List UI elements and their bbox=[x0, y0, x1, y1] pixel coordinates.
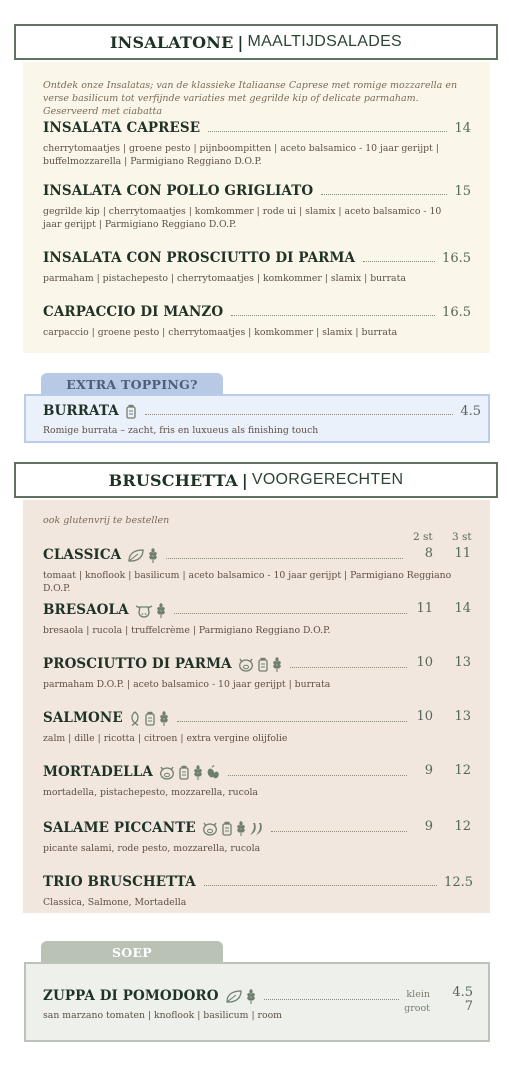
item-icons bbox=[127, 548, 158, 563]
cheese-icon bbox=[125, 404, 137, 419]
price-2-pieces: 11 bbox=[416, 601, 433, 616]
item-name: BURRATA bbox=[43, 403, 119, 419]
price-2-pieces: 8 bbox=[424, 546, 433, 561]
wheat-icon bbox=[159, 711, 169, 726]
insalatone-separator: | bbox=[237, 32, 244, 52]
item-name: PROSCIUTTO DI PARMA bbox=[43, 656, 232, 672]
item-price: 16.5 bbox=[442, 251, 471, 266]
price-2-pieces: 10 bbox=[416, 655, 433, 670]
item-name: INSALATA CAPRESE bbox=[43, 120, 201, 136]
price-3-pieces: 12 bbox=[454, 763, 471, 778]
menu-item-trio-bruschetta[interactable] bbox=[43, 872, 473, 890]
item-name: CLASSICA bbox=[43, 547, 122, 563]
item-icons bbox=[125, 404, 137, 419]
menu-item-bresaola[interactable] bbox=[43, 600, 407, 618]
item-description: Romige burrata – zacht, fris en luxueus als finishing touch bbox=[43, 425, 319, 436]
item-name: MORTADELLA bbox=[43, 764, 153, 780]
menu-item-insalata-caprese[interactable] bbox=[43, 118, 471, 136]
item-icons bbox=[225, 989, 256, 1004]
leaf-icon bbox=[225, 989, 243, 1004]
price-2-pieces: 9 bbox=[424, 763, 433, 778]
chili-icon bbox=[249, 821, 263, 836]
item-description: parmaham | pistachepesto | cherrytomaatjes | komkommer | slamix | burrata bbox=[43, 273, 406, 284]
item-icons bbox=[159, 765, 220, 780]
price-2-pieces: 9 bbox=[424, 819, 433, 834]
item-price: 12.5 bbox=[444, 875, 473, 890]
item-icons bbox=[202, 821, 263, 836]
leaf-icon bbox=[127, 548, 145, 563]
bruschetta-title: BRUSCHETTA bbox=[108, 470, 238, 490]
item-icons bbox=[135, 603, 166, 618]
item-name: INSALATA CON PROSCIUTTO DI PARMA bbox=[43, 250, 356, 266]
cheese-icon bbox=[144, 711, 156, 726]
wheat-icon bbox=[272, 657, 282, 672]
price-3-pieces: 12 bbox=[454, 819, 471, 834]
price-3-pieces: 13 bbox=[454, 655, 471, 670]
item-description: carpaccio | groene pesto | cherrytomaatjes | komkommer | slamix | burrata bbox=[43, 327, 398, 338]
dot-leader bbox=[204, 885, 437, 886]
menu-item-salmone[interactable] bbox=[43, 708, 407, 726]
wheat-icon bbox=[148, 548, 158, 563]
item-description: parmaham D.O.P. | aceto balsamico - 10 jaar gerijpt | burrata bbox=[43, 679, 331, 690]
price-small: 4.5 bbox=[452, 985, 473, 1000]
dot-leader bbox=[271, 831, 407, 832]
column-header-3-pieces: 3 st bbox=[452, 531, 472, 543]
dot-leader bbox=[145, 414, 453, 415]
item-name: ZUPPA DI POMODORO bbox=[43, 988, 219, 1004]
item-price: 15 bbox=[454, 184, 471, 199]
pig-icon bbox=[202, 821, 218, 836]
menu-item-carpaccio[interactable] bbox=[43, 302, 471, 320]
column-header-2-pieces: 2 st bbox=[413, 531, 433, 543]
menu-item-insalata-prosciutto[interactable] bbox=[43, 248, 471, 266]
menu-item-salame-piccante[interactable] bbox=[43, 818, 407, 836]
item-price: 4.5 bbox=[460, 404, 481, 419]
item-description: tomaat | knoflook | basilicum | aceto balsamico - 10 jaar gerijpt | Parmigiano Reggiano D.O.P. bbox=[43, 570, 452, 594]
cow-icon bbox=[135, 603, 153, 618]
item-name: SALAME PICCANTE bbox=[43, 820, 196, 836]
item-price: 14 bbox=[454, 121, 471, 136]
glutenfree-note: ook glutenvrij te bestellen bbox=[43, 515, 170, 526]
soep-tab: SOEP bbox=[41, 941, 223, 963]
nut-icon bbox=[206, 765, 220, 780]
insalatone-intro: Ontdek onze Insalatas; van de klassieke Italiaanse Caprese met romige mozzarella en verse basilicum tot verfijnde variaties met gegrilde kip of delicate parmaham. Geserveerd met ciabatta bbox=[43, 80, 458, 117]
pig-icon bbox=[159, 765, 175, 780]
wheat-icon bbox=[156, 603, 166, 618]
cheese-icon bbox=[221, 821, 233, 836]
wheat-icon bbox=[193, 765, 203, 780]
menu-item-mortadella[interactable] bbox=[43, 762, 407, 780]
price-3-pieces: 13 bbox=[454, 709, 471, 724]
item-description: mortadella, pistachepesto, mozzarella, rucola bbox=[43, 787, 258, 798]
price-3-pieces: 11 bbox=[454, 546, 471, 561]
wheat-icon bbox=[246, 989, 256, 1004]
dot-leader bbox=[208, 131, 447, 132]
menu-item-zuppa-di-pomodoro[interactable] bbox=[43, 986, 399, 1004]
dot-leader bbox=[321, 194, 447, 195]
size-label-small: klein bbox=[406, 989, 430, 1000]
item-name: SALMONE bbox=[43, 710, 123, 726]
bruschetta-separator: | bbox=[241, 470, 248, 490]
item-icons bbox=[129, 711, 169, 726]
item-description: picante salami, rode pesto, mozzarella, rucola bbox=[43, 843, 261, 854]
price-2-pieces: 10 bbox=[416, 709, 433, 724]
dot-leader bbox=[231, 315, 435, 316]
insalatone-subtitle: MAALTIJDSALADES bbox=[247, 33, 403, 50]
item-name: BRESAOLA bbox=[43, 602, 129, 618]
extra-topping-tab: EXTRA TOPPING? bbox=[41, 373, 223, 395]
item-icons bbox=[238, 657, 282, 672]
item-name: INSALATA CON POLLO GRIGLIATO bbox=[43, 183, 314, 199]
menu-item-burrata[interactable] bbox=[43, 401, 481, 419]
item-description: Classica, Salmone, Mortadella bbox=[43, 897, 187, 908]
insalatone-header bbox=[14, 24, 498, 60]
dot-leader bbox=[166, 558, 403, 559]
dot-leader bbox=[174, 613, 407, 614]
menu-item-prosciutto-di-parma[interactable] bbox=[43, 654, 407, 672]
bruschetta-subtitle: VOORGERECHTEN bbox=[251, 471, 404, 488]
wheat-icon bbox=[236, 821, 246, 836]
insalatone-title: INSALATONE bbox=[109, 32, 234, 52]
bruschetta-header bbox=[14, 462, 498, 498]
dot-leader bbox=[264, 999, 399, 1000]
item-description: cherrytomaatjes | groene pesto | pijnboompitten | aceto balsamico - 10 jaar gerijpt | buffelmozzarella | Parmigiano Reggiano D.O.P. bbox=[43, 143, 439, 167]
item-description: zalm | dille | ricotta | citroen | extra vergine olijfolie bbox=[43, 733, 288, 744]
dot-leader bbox=[228, 775, 407, 776]
item-description: san marzano tomaten | knoflook | basilicum | room bbox=[43, 1010, 282, 1021]
item-description: bresaola | rucola | truffelcrème | Parmigiano Reggiano D.O.P. bbox=[43, 625, 331, 636]
cheese-icon bbox=[257, 657, 269, 672]
price-large: 7 bbox=[464, 999, 473, 1014]
item-name: TRIO BRUSCHETTA bbox=[43, 874, 196, 890]
dot-leader bbox=[290, 667, 407, 668]
cheese-icon bbox=[178, 765, 190, 780]
price-3-pieces: 14 bbox=[454, 601, 471, 616]
menu-item-insalata-pollo[interactable] bbox=[43, 181, 471, 199]
pig-icon bbox=[238, 657, 254, 672]
item-price: 16.5 bbox=[442, 305, 471, 320]
dot-leader bbox=[177, 721, 407, 722]
fish-icon bbox=[129, 711, 141, 726]
item-name: CARPACCIO DI MANZO bbox=[43, 304, 224, 320]
menu-item-classica[interactable] bbox=[43, 545, 403, 563]
dot-leader bbox=[363, 261, 435, 262]
size-label-large: groot bbox=[404, 1003, 430, 1014]
item-description: gegrilde kip | cherrytomaatjes | komkommer | rode ui | slamix | aceto balsamico - 10 jaar gerijpt | Parmigiano Reggiano D.O.P. bbox=[43, 206, 442, 230]
